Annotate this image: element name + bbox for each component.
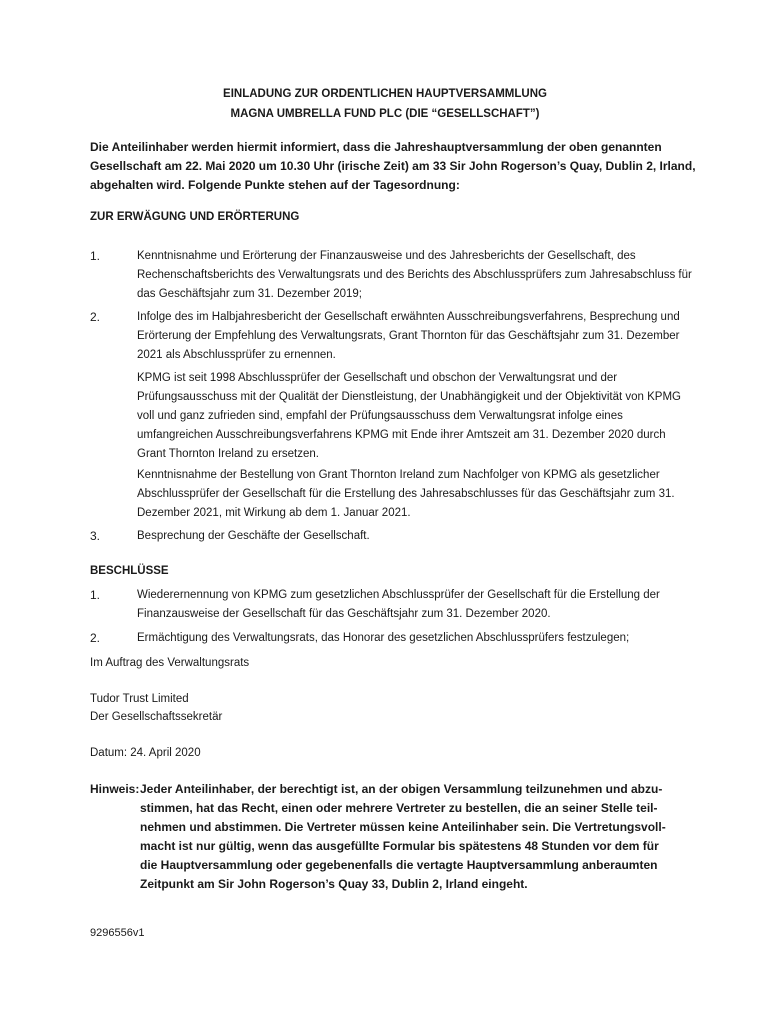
resolution-item-text: Wiederernennung von KPMG zum gesetzlichen Abschlussprüfer der Gesellschaft für die Erstellung der Finanzausweise der Gesellschaft für das Geschäftsjahr zum 31. Dezember 2020. (137, 589, 660, 620)
resolution-item-1 (90, 586, 700, 624)
section-heading-resolutions: BESCHLÜSSE (90, 565, 169, 577)
agenda-sub-paragraph-kpmg: KPMG ist seit 1998 Abschlussprüfer der Gesellschaft und obschon der Verwaltungsrat und der Prüfungsausschuss mit der Qualität der Dienstleistung, der Unabhängigkeit und der Objektivität von KPMG voll und ganz zufrieden sind, empfahl der Prüfungsausschuss dem Verwaltungsrat infolge eines umfangreichen Ausschreibungsverfahrens KPMG mit Ende ihrer Amtszeit am 31. Dezember 2020 durch Grant Thornton Ireland zu ersetzen. (137, 372, 681, 460)
resolution-item-number: 2. (90, 631, 101, 645)
section-heading-consideration: ZUR ERWÄGUNG UND ERÖRTERUNG (90, 211, 300, 223)
title-line-1: EINLADUNG ZUR ORDENTLICHEN HAUPTVERSAMMLUNG (223, 88, 547, 100)
secretary-company: Tudor Trust Limited (90, 693, 189, 705)
note-body (140, 780, 702, 894)
document-date: Datum: 24. April 2020 (90, 747, 201, 759)
resolution-item-number: 1. (90, 588, 101, 602)
agenda-item-3 (90, 527, 700, 546)
secretary-role: Der Gesellschaftssekretär (90, 711, 223, 723)
resolution-item-2 (90, 629, 700, 648)
note-line: stimmen, hat das Recht, einen oder mehrere Vertreter zu bestellen, die an seiner Stelle teil- (140, 801, 658, 815)
agenda-item-number: 1. (90, 249, 101, 263)
note-line: Zeitpunkt am Sir John Rogerson’s Quay 33, Dublin 2, Irland eingeht. (140, 877, 528, 891)
agenda-item-1 (90, 247, 700, 304)
document-id: 9296556v1 (90, 927, 145, 939)
intro-paragraph: Die Anteilinhaber werden hiermit informiert, dass die Jahreshauptversammlung der oben genannten Gesellschaft am 22. Mai 2020 um 10.30 Uhr (irische Zeit) am 33 Sir John Rogerson’s Quay, Dublin 2, Irland, abgehalten wird. Folgende Punkte stehen auf der Tagesordnung: (90, 140, 696, 192)
note-block (90, 780, 702, 894)
note-line: nehmen und abstimmen. Die Vertreter müssen keine Anteilinhaber sein. Die Vertretungsvoll- (140, 820, 666, 834)
agenda-item-text: Kenntnisnahme und Erörterung der Finanzausweise und des Jahresberichts der Gesellschaft, des Rechenschaftsberichts des Verwaltungsrats und des Berichts des Abschlussprüfers zum Jahresabschluss für das Geschäftsjahr zum 31. Dezember 2019; (137, 250, 692, 300)
title-line-2: MAGNA UMBRELLA FUND PLC (DIE “GESELLSCHAFT”) (230, 108, 540, 120)
note-label: Hinweis: (90, 782, 140, 796)
note-line: macht ist nur gültig, wenn das ausgefüllte Formular bis spätestens 48 Stunden vor dem für (140, 839, 659, 853)
document-title (0, 84, 770, 124)
agenda-item-number: 3. (90, 529, 101, 543)
agenda-item-number: 2. (90, 310, 101, 324)
note-line: die Hauptversammlung oder gegebenenfalls die vertagte Hauptversammlung anberaumten (140, 858, 658, 872)
agenda-item-2 (90, 308, 700, 365)
resolution-item-text: Ermächtigung des Verwaltungsrats, das Honorar des gesetzlichen Abschlussprüfers festzulegen; (137, 632, 630, 644)
agenda-item-text: Besprechung der Geschäfte der Gesellschaft. (137, 530, 370, 542)
board-order-line: Im Auftrag des Verwaltungsrats (90, 657, 250, 669)
note-line: Jeder Anteilinhaber, der berechtigt ist, an der obigen Versammlung teilzunehmen und abzu- (140, 782, 663, 796)
agenda-item-text: Infolge des im Halbjahresbericht der Gesellschaft erwähnten Ausschreibungsverfahrens, Besprechung und Erörterung der Empfehlung des Verwaltungsrats, Grant Thornton für das Geschäftsjahr zum 31. Dezember 2021 als Abschlussprüfer zu ernennen. (137, 311, 680, 361)
agenda-sub-paragraph-grant-thornton: Kenntnisnahme der Bestellung von Grant Thornton Ireland zum Nachfolger von KPMG als gesetzlicher Abschlussprüfer der Gesellschaft für die Erstellung des Jahresabschlusses für das Geschäftsjahr zum 31. Dezember 2021, mit Wirkung ab dem 1. Januar 2021. (137, 469, 675, 519)
